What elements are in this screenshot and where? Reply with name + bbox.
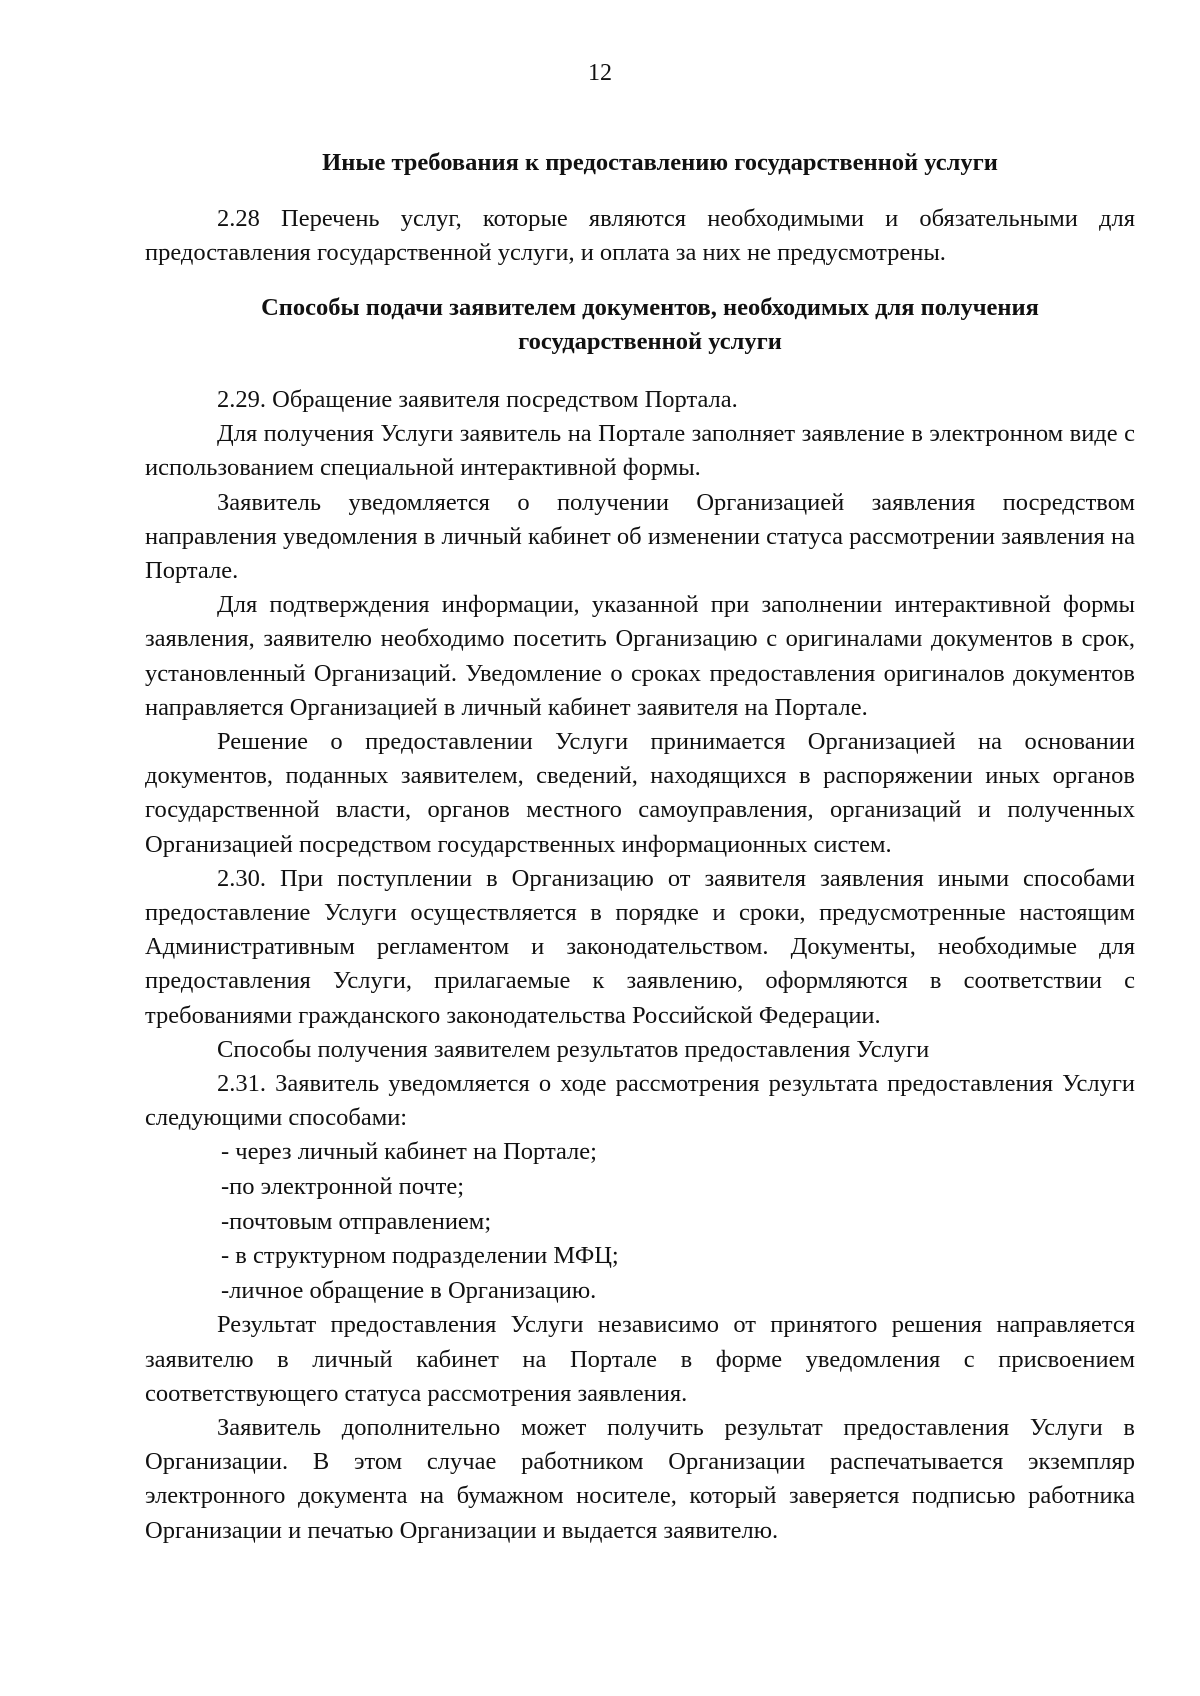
list-item: -личное обращение в Организацию. bbox=[221, 1276, 597, 1304]
page-number: 12 bbox=[588, 60, 612, 86]
paragraph-result-in-organization: Заявитель дополнительно может получить результат предоставления Услуги в Организации. В этом случае работником Организации распечатывается экземпляр электронного документа на бумажном носителе, который заверяется подписью работника Организации и печатью Организации и выдается заявителю. bbox=[145, 1414, 1135, 1544]
notification-methods-list bbox=[145, 1135, 1135, 1308]
section-heading-submission-methods bbox=[145, 291, 1135, 359]
paragraph-decision: Решение о предоставлении Услуги принимается Организацией на основании документов, поданных заявителем, сведений, находящихся в распоряжении иных органов государственной власти, органов местного самоуправления, организаций и полученных Организацией посредством государственных информационных систем. bbox=[145, 728, 1135, 858]
paragraph-notification: Заявитель уведомляется о получении Организацией заявления посредством направления уведомления в личный кабинет об изменении статуса рассмотрении заявления на Портале. bbox=[145, 488, 1135, 585]
paragraph-portal-application: Для получения Услуги заявитель на Портале заполняет заявление в электронном виде с использованием специальной интерактивной формы. bbox=[145, 420, 1135, 482]
paragraph-2-29: 2.29. Обращение заявителя посредством Портала. bbox=[217, 386, 738, 414]
paragraph-2-30: 2.30. При поступлении в Организацию от заявителя заявления иными способами предоставление Услуги осуществляется в порядке и сроки, предусмотренные настоящим Административным регламентом и законодательством. Документы, необходимые для предоставления Услуги, прилагаемые к заявлению, оформляются в соответствии с требованиями гражданского законодательства Российской Федерации. bbox=[145, 864, 1135, 1029]
list-item: - через личный кабинет на Портале; bbox=[221, 1138, 597, 1166]
paragraph-confirmation: Для подтверждения информации, указанной при заполнении интерактивной формы заявления, заявителю необходимо посетить Организацию с оригиналами документов в срок, установленный Организаций. Уведомление о сроках предоставления оригиналов документов направляется Организацией в личный кабинет заявителя на Портале. bbox=[145, 591, 1135, 721]
list-item: - в структурном подразделении МФЦ; bbox=[221, 1242, 619, 1270]
list-item: -почтовым отправлением; bbox=[221, 1207, 492, 1235]
paragraph-result-methods-title: Способы получения заявителем результатов предоставления Услуги bbox=[217, 1035, 930, 1063]
paragraph-2-28: 2.28 Перечень услуг, которые являются необходимыми и обязательными для предоставления государственной услуги, и оплата за них не предусмотрены. bbox=[145, 205, 1135, 267]
document-body bbox=[145, 146, 1135, 1548]
heading-line-2: государственной услуги bbox=[518, 327, 782, 355]
heading-line-1: Способы подачи заявителем документов, необходимых для получения bbox=[261, 293, 1039, 321]
list-item: -по электронной почте; bbox=[221, 1173, 465, 1201]
paragraph-2-31: 2.31. Заявитель уведомляется о ходе рассмотрения результата предоставления Услуги следующими способами: bbox=[145, 1070, 1135, 1132]
section-heading-other-requirements: Иные требования к предоставлению государственной услуги bbox=[322, 149, 998, 176]
paragraph-result-delivery: Результат предоставления Услуги независимо от принятого решения направляется заявителю в личный кабинет на Портале в форме уведомления с присвоением соответствующего статуса рассмотрения заявления. bbox=[145, 1311, 1135, 1407]
